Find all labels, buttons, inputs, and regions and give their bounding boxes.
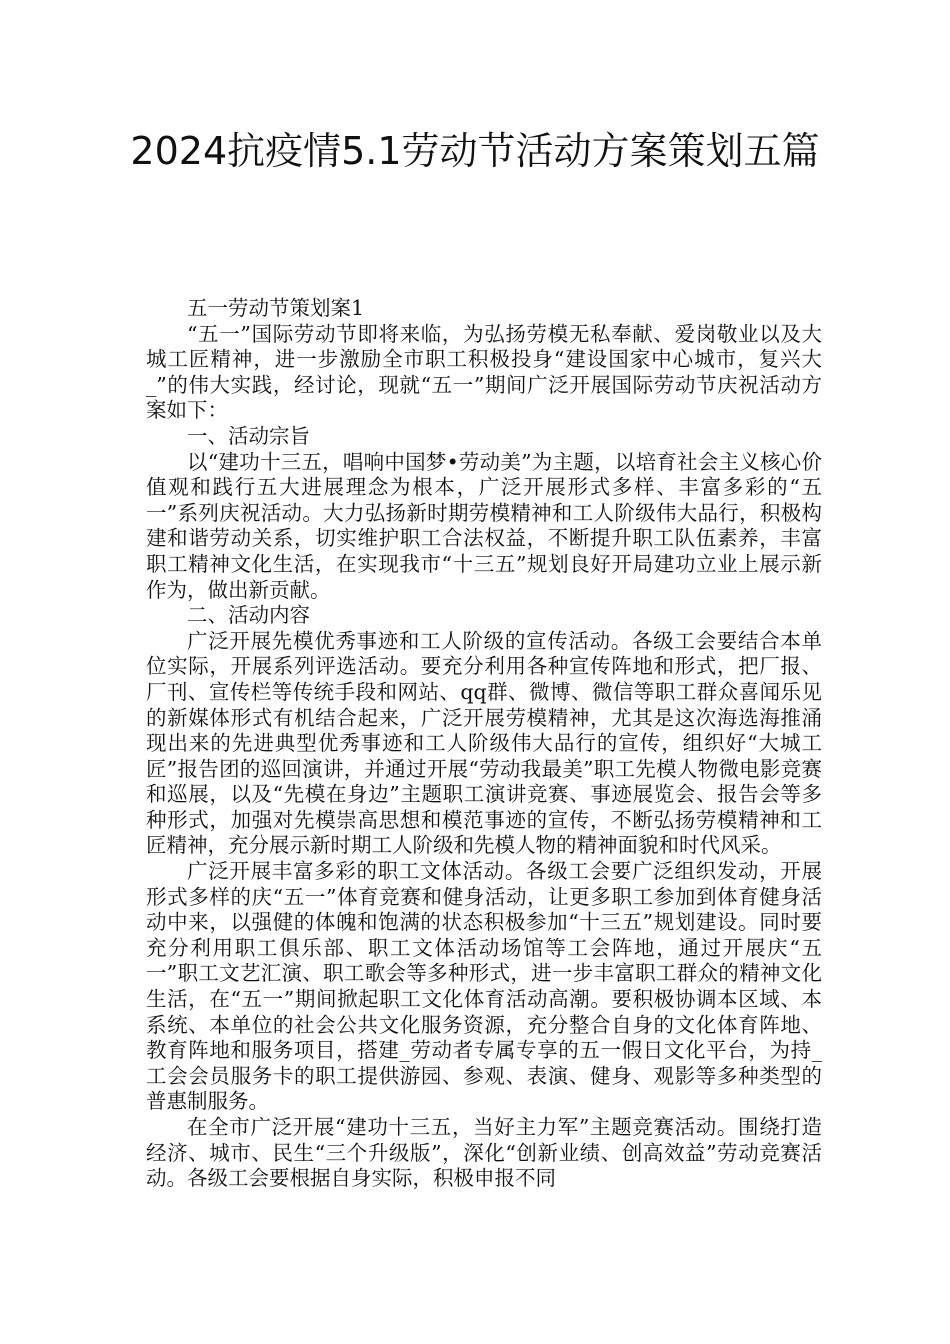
purpose-paragraph: 以“建功十三五，唱响中国梦•劳动美”为主题，以培育社会主义核心价值观和践行五大进展理念为根本，广泛开展形式多样、丰富多彩的“五一”系列庆祝活动。大力弘扬新时期劳模精神和工人阶级伟大品行，积极构建和谐劳动关系，切实维护职工合法权益，不断提升职工队伍素养，丰富职工精神文化生活，在实现我市“十三五”规划良好开局建功立业上展示新作为，做出新贡献。 [146,449,822,602]
document-title: 2024抗疫情5.1劳动节活动方案策划五篇 [130,129,820,173]
content-paragraph-publicity: 广泛开展先模优秀事迹和工人阶级的宣传活动。各级工会要结合本单位实际，开展系列评选活动。要充分利用各种宣传阵地和形式，把厂报、厂刊、宣传栏等传统手段和网站、qq群、微博、微信等职工群众喜闻乐见的新媒体形式有机结合起来，广泛开展劳模精神，尤其是这次海选海推涌现出来的先进典型优秀事迹和工人阶级伟大品行的宣传，组织好“大城工匠”报告团的巡回演讲，并通过开展“劳动我最美”职工先模人物微电影竞赛和巡展，以及“先模在身边”主题职工演讲竞赛、事迹展览会、报告会等多种形式，加强对先模崇高思想和模范事迹的宣传，不断弘扬劳模精神和工匠精神，充分展示新时期工人阶级和先模人物的精神面貌和时代风采。 [146,628,822,858]
intro-paragraph: “五一”国际劳动节即将来临，为弘扬劳模无私奉献、爱岗敬业以及大城工匠精神，进一步激励全市职工积极投身“建设国家中心城市，复兴大_”的伟大实践，经讨论，现就“五一”期间广泛开展国际劳动节庆祝活动方案如下： [146,321,822,423]
document-body [146,296,822,1192]
section-heading-purpose: 一、活动宗旨 [187,423,310,448]
section-heading-content: 二、活动内容 [187,603,310,628]
content-paragraph-culture-sports: 广泛开展丰富多彩的职工文体活动。各级工会要广泛组织发动，开展形式多样的庆“五一”体育竞赛和健身活动，让更多职工参加到体育健身活动中来，以强健的体魄和饱满的状态积极参加“十三五”规划建设。同时要充分利用职工俱乐部、职工文体活动场馆等工会阵地，通过开展庆“五一”职工文艺汇演、职工歌会等多种形式，进一步丰富职工群众的精神文化生活，在“五一”期间掀起职工文化体育活动高潮。要积极协调本区域、本系统、本单位的社会公共文化服务资源，充分整合自身的文化体育阵地、教育阵地和服务项目，搭建_劳动者专属专享的五一假日文化平台，为持_工会会员服务卡的职工提供游园、参观、表演、健身、观影等多种类型的普惠制服务。 [146,859,822,1114]
plan-heading: 五一劳动节策划案1 [187,296,365,320]
content-paragraph-competition: 在全市广泛开展“建功十三五，当好主力军”主题竞赛活动。围绕打造经济、城市、民生“三个升级版”，深化“创新业绩、创高效益”劳动竞赛活动。各级工会要根据自身实际，积极申报不同 [146,1115,822,1191]
